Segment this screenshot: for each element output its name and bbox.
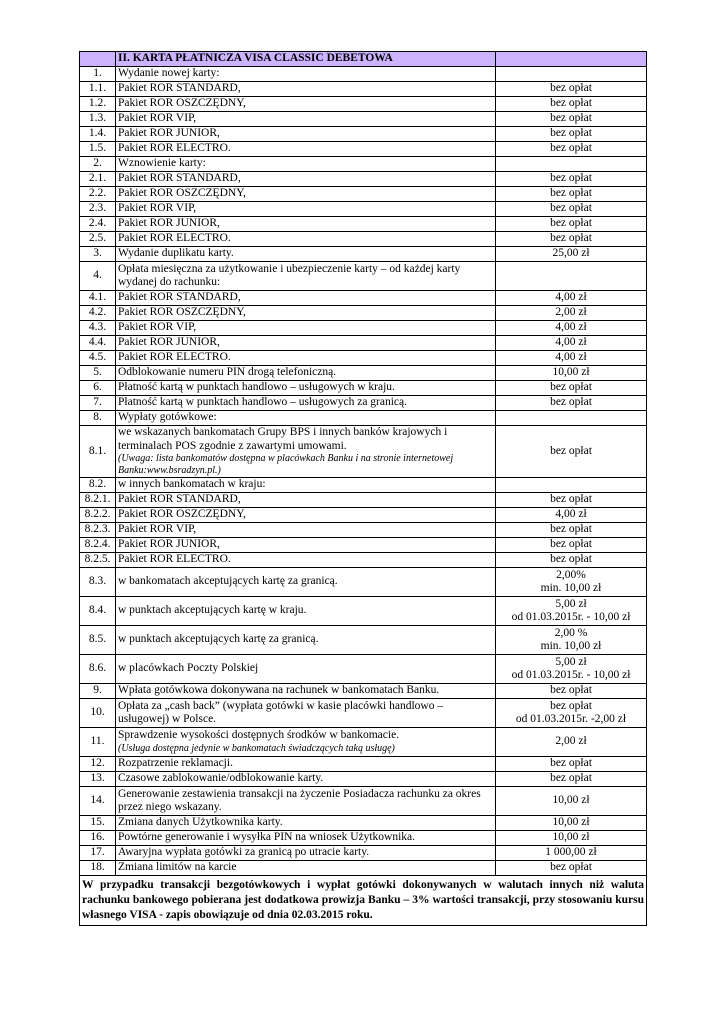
- row-number: 8.: [80, 411, 116, 426]
- row-description-text: Płatność kartą w punktach handlowo – usługowych w kraju.: [118, 381, 395, 394]
- row-value: [496, 306, 647, 321]
- row-number: 17.: [80, 846, 116, 861]
- row-value: [496, 493, 647, 508]
- row-number: 1.5.: [80, 142, 116, 157]
- row-description: [116, 411, 496, 426]
- table-row: [80, 626, 647, 655]
- table-row: [80, 67, 647, 82]
- row-description: [116, 112, 496, 127]
- row-value-text: bez opłat: [550, 493, 592, 506]
- row-description-text: Pakiet ROR OSZCZĘDNY,: [118, 306, 246, 319]
- row-description-text: Pakiet ROR OSZCZĘDNY,: [118, 187, 246, 200]
- table-row: [80, 831, 647, 846]
- row-value-text: bez opłat: [550, 142, 592, 155]
- row-value: [496, 247, 647, 262]
- row-description: [116, 846, 496, 861]
- row-description-text: Pakiet ROR OSZCZĘDNY,: [118, 508, 246, 521]
- row-value: [496, 112, 647, 127]
- row-description: [116, 508, 496, 523]
- row-value: [496, 626, 647, 655]
- table-row: [80, 247, 647, 262]
- row-description-text: Pakiet ROR ELECTRO.: [118, 553, 231, 566]
- table-row: [80, 508, 647, 523]
- row-value-secondary: od 01.03.2015r. - 10,00 zł: [511, 669, 631, 681]
- row-description: [116, 262, 496, 291]
- row-number: 16.: [80, 831, 116, 846]
- row-number: 4.: [80, 262, 116, 291]
- row-description: [116, 157, 496, 172]
- row-value: [496, 772, 647, 787]
- row-description: [116, 142, 496, 157]
- row-description-text: Wydanie nowej karty:: [118, 67, 220, 80]
- footer-row: [80, 876, 647, 926]
- row-value-text: bez opłat: [550, 381, 592, 394]
- row-description: [116, 861, 496, 876]
- fee-table-page: [79, 51, 646, 926]
- row-number: 8.3.: [80, 568, 116, 597]
- row-description: [116, 699, 496, 728]
- row-description-text: Pakiet ROR VIP,: [118, 202, 197, 215]
- row-value-text: 25,00 zł: [552, 247, 590, 260]
- row-description: [116, 396, 496, 411]
- row-description-text: Generowanie zestawienia transakcji na życzenie Posiadacza rachunku za okres przez niego wskazany.: [118, 787, 481, 813]
- table-row: [80, 112, 647, 127]
- row-number: 8.2.5.: [80, 553, 116, 568]
- row-value: [496, 67, 647, 82]
- row-description-text: Opłata za „cash back” (wypłata gotówki w kasie placówki handlowo – usługowej) w Polsce.: [118, 699, 444, 725]
- table-title: II. KARTA PŁATNICZA VISA CLASSIC DEBETOWA: [116, 52, 496, 67]
- row-value-text: 5,00 zł: [555, 655, 587, 668]
- table-row: [80, 381, 647, 396]
- row-value-text: bez opłat: [550, 232, 592, 245]
- row-description: [116, 366, 496, 381]
- row-number: 8.2.4.: [80, 538, 116, 553]
- row-description-text: Pakiet ROR JUNIOR,: [118, 336, 220, 349]
- row-value: [496, 127, 647, 142]
- row-value-text: bez opłat: [550, 187, 592, 200]
- row-number: 1.2.: [80, 97, 116, 112]
- row-number: 1.1.: [80, 82, 116, 97]
- fee-table-body: [80, 52, 647, 876]
- row-description-text: Powtórne generowanie i wysyłka PIN na wniosek Użytkownika.: [118, 831, 416, 844]
- row-description: [116, 772, 496, 787]
- row-description-text: Pakiet ROR JUNIOR,: [118, 538, 220, 551]
- row-value: [496, 728, 647, 757]
- row-description: [116, 306, 496, 321]
- row-description-text: Pakiet ROR STANDARD,: [118, 172, 241, 185]
- row-value-secondary: od 01.03.2015r. - 10,00 zł: [511, 611, 631, 623]
- row-description-text: Pakiet ROR ELECTRO.: [118, 232, 231, 245]
- row-value-text: 1 000,00 zł: [545, 846, 597, 859]
- row-value-text: 10,00 zł: [552, 816, 590, 829]
- row-value-text: bez opłat: [550, 523, 592, 536]
- row-number: 6.: [80, 381, 116, 396]
- row-number: 1.3.: [80, 112, 116, 127]
- row-value-text: 5,00 zł: [555, 597, 587, 610]
- row-number: 11.: [80, 728, 116, 757]
- row-value-text: bez opłat: [550, 202, 592, 215]
- row-value-text: 4,00 zł: [555, 336, 587, 349]
- row-value: [496, 172, 647, 187]
- row-value-text: 10,00 zł: [552, 794, 590, 807]
- row-number: 8.2.2.: [80, 508, 116, 523]
- row-value: [496, 568, 647, 597]
- row-description: [116, 217, 496, 232]
- row-description: [116, 127, 496, 142]
- row-description-text: Pakiet ROR STANDARD,: [118, 291, 241, 304]
- row-value: [496, 508, 647, 523]
- row-description-text: Wpłata gotówkowa dokonywana na rachunek w bankomatach Banku.: [118, 684, 440, 697]
- row-value: [496, 411, 647, 426]
- row-description-text: Rozpatrzenie reklamacji.: [118, 757, 233, 770]
- row-number: 15.: [80, 816, 116, 831]
- row-value-text: bez opłat: [550, 444, 592, 457]
- row-description: [116, 538, 496, 553]
- row-description: [116, 568, 496, 597]
- row-description: [116, 291, 496, 306]
- row-value-text: 2,00 zł: [555, 306, 587, 319]
- row-number: 4.2.: [80, 306, 116, 321]
- row-description-text: Odblokowanie numeru PIN drogą telefoniczną.: [118, 366, 337, 379]
- row-value: [496, 232, 647, 247]
- row-value-text: bez opłat: [550, 112, 592, 125]
- table-row: [80, 655, 647, 684]
- row-number: 12.: [80, 757, 116, 772]
- row-number: 8.4.: [80, 597, 116, 626]
- row-number: 5.: [80, 366, 116, 381]
- row-description: [116, 97, 496, 112]
- row-number: 1.4.: [80, 127, 116, 142]
- row-value: [496, 538, 647, 553]
- row-description-text: Pakiet ROR VIP,: [118, 321, 197, 334]
- row-value-text: bez opłat: [550, 861, 592, 874]
- row-value-secondary: od 01.03.2015r. -2,00 zł: [515, 713, 627, 725]
- row-value: [496, 816, 647, 831]
- row-value-secondary: min. 10,00 zł: [540, 640, 602, 652]
- row-number: 4.3.: [80, 321, 116, 336]
- row-description: [116, 831, 496, 846]
- row-value-text: 4,00 zł: [555, 351, 587, 364]
- table-row: [80, 321, 647, 336]
- row-value-text: 2,00 zł: [555, 735, 587, 748]
- row-number: 4.5.: [80, 351, 116, 366]
- row-value: [496, 262, 647, 291]
- row-value: [496, 82, 647, 97]
- row-description-text: w innych bankomatach w kraju:: [118, 478, 266, 491]
- row-description: [116, 787, 496, 816]
- row-description: [116, 728, 496, 757]
- row-value: [496, 426, 647, 478]
- row-value-text: bez opłat: [550, 217, 592, 230]
- row-number: 2.4.: [80, 217, 116, 232]
- row-description-text: we wskazanych bankomatach Grupy BPS i innych banków krajowych i terminalach POS zgodnie z zawartymi umowami.: [118, 426, 448, 452]
- header-value-cell: [496, 52, 647, 67]
- row-value: [496, 217, 647, 232]
- row-number: 2.1.: [80, 172, 116, 187]
- row-number: 8.2.: [80, 478, 116, 493]
- row-value: [496, 684, 647, 699]
- row-value: [496, 336, 647, 351]
- row-value: [496, 757, 647, 772]
- row-description-text: w bankomatach akceptujących kartę za granicą.: [118, 575, 338, 588]
- fee-table-footer: [80, 876, 647, 926]
- row-description-text: Pakiet ROR ELECTRO.: [118, 351, 231, 364]
- table-row: [80, 142, 647, 157]
- row-description-text: Opłata miesięczna za użytkowanie i ubezpieczenie karty – od każdej karty wydanej do rachunku:: [118, 262, 461, 288]
- table-row: [80, 699, 647, 728]
- row-description: [116, 321, 496, 336]
- table-row: [80, 366, 647, 381]
- row-description: [116, 684, 496, 699]
- table-row: [80, 127, 647, 142]
- table-row: [80, 816, 647, 831]
- row-value: [496, 787, 647, 816]
- row-number: 2.3.: [80, 202, 116, 217]
- table-row: [80, 202, 647, 217]
- row-value-text: 4,00 zł: [555, 508, 587, 521]
- row-description: [116, 626, 496, 655]
- row-note: (Usługa dostępna jedynie w bankomatach świadczących taką usługę): [118, 742, 395, 754]
- row-value: [496, 831, 647, 846]
- row-description: [116, 336, 496, 351]
- table-row: [80, 597, 647, 626]
- row-description: [116, 67, 496, 82]
- table-row: [80, 861, 647, 876]
- header-num-cell: [80, 52, 116, 67]
- row-description-text: w punktach akceptujących kartę za granicą.: [118, 633, 319, 646]
- table-row: [80, 232, 647, 247]
- row-number: 8.6.: [80, 655, 116, 684]
- row-number: 4.4.: [80, 336, 116, 351]
- row-value-secondary: min. 10,00 zł: [540, 582, 602, 594]
- row-value: [496, 861, 647, 876]
- row-description: [116, 553, 496, 568]
- row-note: (Uwaga: lista bankomatów dostępna w placówkach Banku i na stronie internetowej Banku:www.bsradzyn.pl.): [118, 453, 454, 476]
- row-value: [496, 187, 647, 202]
- row-description-text: Pakiet ROR OSZCZĘDNY,: [118, 97, 246, 110]
- row-number: 18.: [80, 861, 116, 876]
- row-value: [496, 321, 647, 336]
- row-value: [496, 202, 647, 217]
- row-description-text: w placówkach Poczty Polskiej: [118, 662, 259, 675]
- row-description: [116, 202, 496, 217]
- row-value-text: bez opłat: [550, 553, 592, 566]
- row-description-text: w punktach akceptujących kartę w kraju.: [118, 604, 307, 617]
- row-description-text: Pakiet ROR JUNIOR,: [118, 127, 220, 140]
- row-value: [496, 523, 647, 538]
- table-row: [80, 787, 647, 816]
- row-value: [496, 478, 647, 493]
- row-value: [496, 655, 647, 684]
- row-number: 8.2.1.: [80, 493, 116, 508]
- row-description: [116, 426, 496, 478]
- row-value: [496, 597, 647, 626]
- row-description: [116, 351, 496, 366]
- row-number: 2.2.: [80, 187, 116, 202]
- row-value-text: 4,00 zł: [555, 321, 587, 334]
- row-description: [116, 187, 496, 202]
- row-value: [496, 699, 647, 728]
- row-value-text: bez opłat: [550, 772, 592, 785]
- row-value: [496, 351, 647, 366]
- row-value-text: bez opłat: [550, 97, 592, 110]
- table-row: [80, 426, 647, 478]
- table-row: [80, 262, 647, 291]
- row-description-text: Wypłaty gotówkowe:: [118, 411, 217, 424]
- row-value: [496, 553, 647, 568]
- row-description: [116, 381, 496, 396]
- table-row: [80, 538, 647, 553]
- table-row: [80, 846, 647, 861]
- row-description-text: Awaryjna wypłata gotówki za granicą po utracie karty.: [118, 846, 370, 859]
- table-row: [80, 728, 647, 757]
- table-row: [80, 757, 647, 772]
- row-value-text: bez opłat: [550, 396, 592, 409]
- table-row: [80, 568, 647, 597]
- row-number: 3.: [80, 247, 116, 262]
- row-description-text: Zmiana danych Użytkownika karty.: [118, 816, 283, 829]
- table-row: [80, 187, 647, 202]
- row-value-text: bez opłat: [550, 538, 592, 551]
- fee-table: [79, 51, 647, 926]
- row-value: [496, 396, 647, 411]
- table-row: [80, 553, 647, 568]
- row-description-text: Płatność kartą w punktach handlowo – usługowych za granicą.: [118, 396, 408, 409]
- row-value: [496, 381, 647, 396]
- row-value: [496, 846, 647, 861]
- row-number: 1.: [80, 67, 116, 82]
- table-header-row: [80, 52, 647, 67]
- row-number: 8.2.3.: [80, 523, 116, 538]
- table-row: [80, 336, 647, 351]
- table-row: [80, 684, 647, 699]
- row-value-text: bez opłat: [550, 757, 592, 770]
- row-description: [116, 523, 496, 538]
- row-value: [496, 157, 647, 172]
- row-value: [496, 142, 647, 157]
- row-description: [116, 172, 496, 187]
- row-value-text: bez opłat: [550, 699, 592, 712]
- table-row: [80, 523, 647, 538]
- row-number: 7.: [80, 396, 116, 411]
- row-number: 8.1.: [80, 426, 116, 478]
- row-description-text: Pakiet ROR STANDARD,: [118, 82, 241, 95]
- table-row: [80, 291, 647, 306]
- table-row: [80, 351, 647, 366]
- row-description: [116, 82, 496, 97]
- row-number: 13.: [80, 772, 116, 787]
- row-description-text: Pakiet ROR ELECTRO.: [118, 142, 231, 155]
- row-description-text: Pakiet ROR STANDARD,: [118, 493, 241, 506]
- table-row: [80, 97, 647, 112]
- row-value: [496, 366, 647, 381]
- row-value-text: bez opłat: [550, 127, 592, 140]
- row-description: [116, 655, 496, 684]
- row-value-text: bez opłat: [550, 172, 592, 185]
- row-value-text: 4,00 zł: [555, 291, 587, 304]
- table-row: [80, 396, 647, 411]
- row-value-text: 2,00%: [556, 568, 586, 581]
- table-row: [80, 217, 647, 232]
- row-number: 8.5.: [80, 626, 116, 655]
- row-description: [116, 232, 496, 247]
- row-description: [116, 757, 496, 772]
- row-description: [116, 816, 496, 831]
- row-number: 2.: [80, 157, 116, 172]
- row-description-text: Sprawdzenie wysokości dostępnych środków w bankomacie.: [118, 729, 400, 742]
- table-row: [80, 306, 647, 321]
- row-value: [496, 291, 647, 306]
- table-row: [80, 411, 647, 426]
- row-value-text: 10,00 zł: [552, 366, 590, 379]
- row-description: [116, 478, 496, 493]
- row-value-text: 2,00 %: [554, 626, 588, 639]
- row-number: 14.: [80, 787, 116, 816]
- table-row: [80, 82, 647, 97]
- row-number: 2.5.: [80, 232, 116, 247]
- row-value-text: bez opłat: [550, 82, 592, 95]
- table-row: [80, 478, 647, 493]
- row-description: [116, 493, 496, 508]
- row-description-text: Wznowienie karty:: [118, 157, 206, 170]
- row-number: 9.: [80, 684, 116, 699]
- row-description-text: Pakiet ROR VIP,: [118, 112, 197, 125]
- row-description-text: Pakiet ROR JUNIOR,: [118, 217, 220, 230]
- table-row: [80, 493, 647, 508]
- row-description-text: Czasowe zablokowanie/odblokowanie karty.: [118, 772, 324, 785]
- row-description: [116, 247, 496, 262]
- table-row: [80, 157, 647, 172]
- table-row: [80, 772, 647, 787]
- row-value-text: bez opłat: [550, 684, 592, 697]
- table-row: [80, 172, 647, 187]
- row-value: [496, 97, 647, 112]
- row-number: 4.1.: [80, 291, 116, 306]
- row-value-text: 10,00 zł: [552, 831, 590, 844]
- row-description-text: Wydanie duplikatu karty.: [118, 247, 234, 260]
- row-description-text: Zmiana limitów na karcie: [118, 861, 237, 874]
- row-description-text: Pakiet ROR VIP,: [118, 523, 197, 536]
- footer-note: W przypadku transakcji bezgotówkowych i wypłat gotówki dokonywanych w walutach innych niż waluta rachunku bankowego pobierana jest dodatkowa prowizja Banku – 3% wartości transakcji, przy stosowaniu kursu własnego VISA - zapis obowiązuje od dnia 02.03.2015 roku.: [80, 876, 647, 926]
- row-number: 10.: [80, 699, 116, 728]
- row-description: [116, 597, 496, 626]
